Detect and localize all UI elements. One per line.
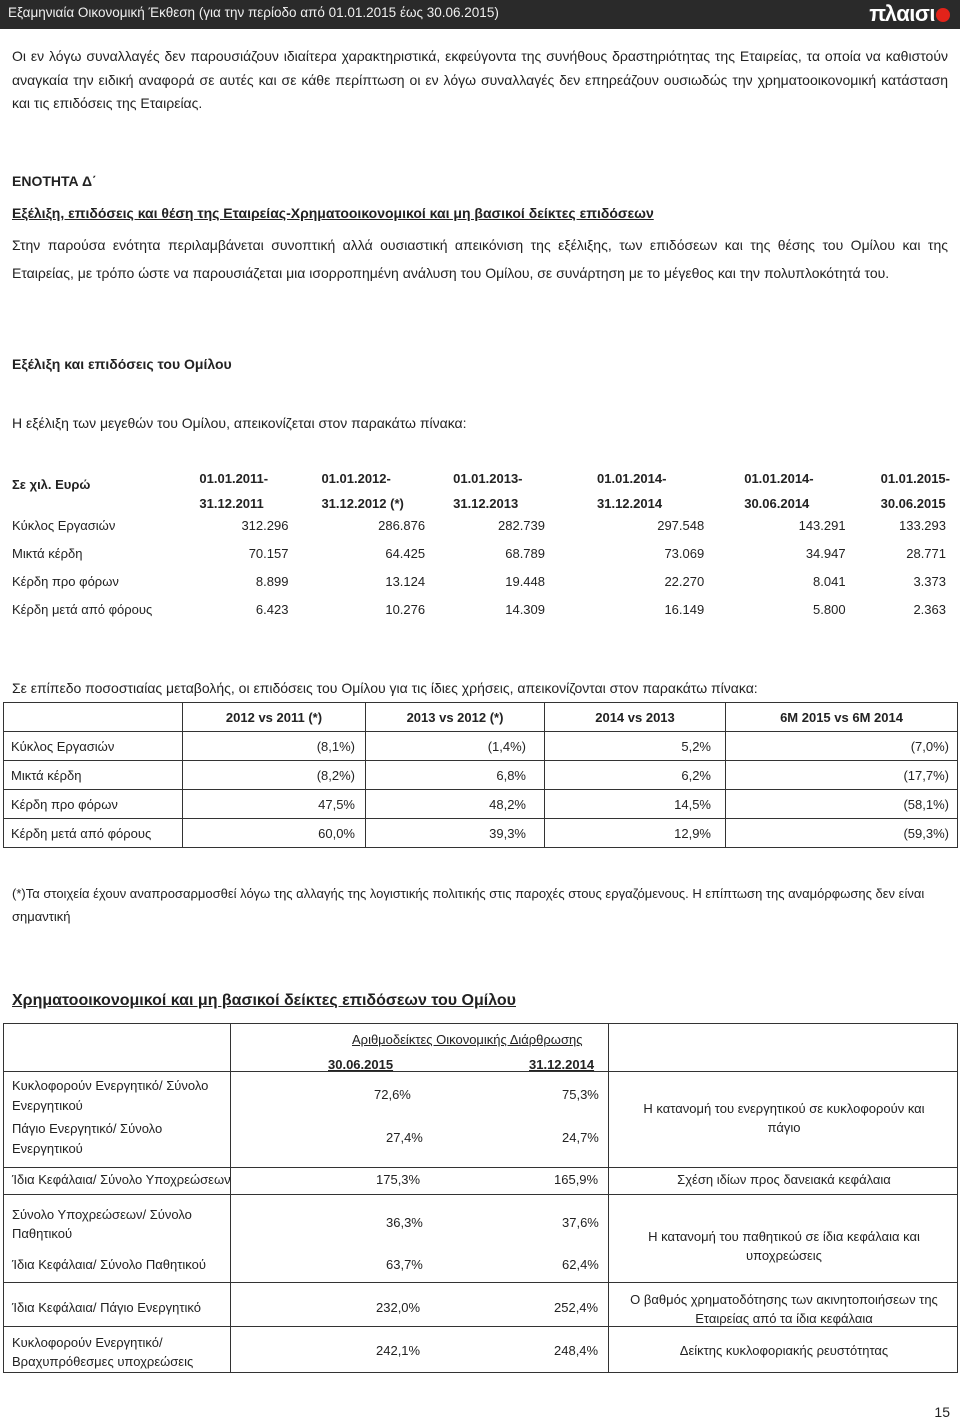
kpi-col-header: 31.12.2014 — [529, 1057, 595, 1072]
kpi-label: Κυκλοφορούν Ενεργητικό/ Σύνολο Ενεργητικού — [12, 1078, 209, 1113]
percentage-intro: Σε επίπεδο ποσοστιαίας μεταβολής, οι επιδόσεις του Ομίλου για τις ίδιες χρήσεις, απεικονίζονται στον παρακάτω πίνακα: — [12, 680, 758, 696]
kpi-description: Ο βαθμός χρηματοδότησης των ακινητοποιήσεων της Εταιρείας από τα ίδια κεφάλαια — [630, 1292, 938, 1326]
table-row: Κύκλος Εργασιών 312.296 286.876 282.739 297.548 143.291 133.293 — [12, 517, 946, 533]
column-header: 01.01.2014- 31.12.2014 — [597, 471, 667, 511]
table-row: Μικτά κέρδη 70.157 64.425 68.789 73.069 34.947 28.771 — [12, 545, 946, 561]
kpi-label: Πάγιο Ενεργητικό/ Σύνολο Ενεργητικού — [12, 1121, 163, 1156]
company-logo: πλαισι — [869, 1, 950, 27]
percentage-change-table — [3, 702, 958, 848]
page-header — [0, 0, 960, 29]
kpi-heading: Χρηματοοικονομικοί και μη βασικοί δείκτες επιδόσεων του Ομίλου — [12, 992, 516, 1009]
group-figures-table — [12, 471, 950, 623]
kpi-group-title: Αριθμοδείκτες Οικονομικής Διάρθρωσης — [352, 1032, 583, 1047]
group-intro: Η εξέλιξη των μεγεθών του Ομίλου, απεικονίζεται στον παρακάτω πίνακα: — [12, 415, 467, 431]
column-header: 01.01.2014- 30.06.2014 — [744, 471, 814, 511]
column-header: 01.01.2011- 31.12.2011 — [199, 471, 269, 511]
table-header-row: 2012 vs 2011 (*) 2013 vs 2012 (*) 2014 vs 2013 6M 2015 vs 6M 2014 — [4, 703, 958, 732]
kpi-label: Ίδια Κεφάλαια/ Σύνολο Υποχρεώσεων — [12, 1172, 231, 1187]
kpi-col-header: 30.06.2015 — [328, 1057, 394, 1072]
column-header: 01.01.2015- 30.06.2015 — [880, 471, 950, 511]
group-heading: Εξέλιξη και επιδόσεις του Ομίλου — [12, 356, 232, 372]
kpi-table: Αριθμοδείκτες Οικονομικής Διάρθρωσης 30.06.2015 31.12.2014 Κυκλοφορούν Ενεργητικό/ Σύνολο Ενεργητικού 72,6% 75,3% Πάγιο Ενεργητικό/ Σύνολο Ενεργητικού 27,4% 24,7% Η κατανομή του ενεργητικού σε κυκλοφορούν και πάγιο Ίδια Κεφάλαια/ Σύνολο Υποχρεώσεων 175,3% 165,9% Σχέση ιδίων προς δανειακά κεφάλαια Σύνολο Υποχρεώσεων/ Σύνολο Παθητικού 36,3% 37,6% Η κατανομή του παθητικού σε ίδια κεφάλαια και υποχρεώσεις Ίδια Κεφάλαια/ Σύνολο Παθητικού 63,7% 62,4% Ίδια Κεφάλαια/ Πάγιο Ενεργητικό 232,0% 252,4% Ο βαθμός χρηματοδότησης των ακινητοποιήσεων της Εταιρείας από τα ίδια κεφάλαια Κυκλοφορούν Ενεργητικό/ Βραχυπρόθεσμες υποχρεώσεις 242,1% 248,4% Δείκτης κυκλοφοριακής ρευστότητας — [3, 1023, 958, 1373]
table-row: Κέρδη μετά από φόρους 60,0% 39,3% 12,9% (59,3%) — [4, 819, 958, 848]
page-number: 15 — [934, 1404, 950, 1420]
section-title: ΕΝΟΤΗΤΑ Δ΄ — [12, 173, 97, 189]
column-header: 01.01.2013- 31.12.2013 — [453, 471, 523, 511]
table-header-row — [12, 471, 950, 511]
report-title: Εξαμηνιαία Οικονομική Έκθεση (για την περίοδο από 01.01.2015 έως 30.06.2015) — [8, 5, 499, 20]
kpi-description: Η κατανομή του ενεργητικού σε κυκλοφορούν και πάγιο — [643, 1101, 925, 1135]
column-header: 01.01.2012- 31.12.2012 (*) — [321, 471, 404, 511]
table-row: Κύκλος Εργασιών (8,1%) (1,4%) 5,2% (7,0%) — [4, 732, 958, 761]
kpi-description: Η κατανομή του παθητικού σε ίδια κεφάλαια και υποχρεώσεις — [648, 1229, 920, 1263]
table-row: Μικτά κέρδη (8,2%) 6,8% 6,2% (17,7%) — [4, 761, 958, 790]
kpi-description: Δείκτης κυκλοφοριακής ρευστότητας — [679, 1343, 889, 1358]
section-subtitle: Εξέλιξη, επιδόσεις και θέση της Εταιρείας-Χρηματοοικονομικοί και μη βασικοί δείκτες επιδόσεων — [12, 205, 654, 221]
intro-paragraph: Οι εν λόγω συναλλαγές δεν παρουσιάζουν ιδιαίτερα χαρακτηριστικά, εκφεύγοντα της συνήθους δραστηριότητας της Εταιρείας, τα οποία να καθιστούν αναγκαία την ειδική αναφορά σε αυτές και σε κάθε περίπτωση οι εν λόγω συναλλαγές δεν επηρεάζουν ουσιωδώς την χρηματοοικονομική κατάσταση και τις επιδόσεις της Εταιρείας. — [12, 48, 948, 111]
table-row: Κέρδη μετά από φόρους 6.423 10.276 14.309 16.149 5.800 2.363 — [12, 601, 946, 617]
section-text: Στην παρούσα ενότητα περιλαμβάνεται συνοπτική αλλά ουσιαστική απεικόνιση της εξέλιξης, των επιδόσεων και της θέσης του Ομίλου και της Εταιρείας, με τρόπο ώστε να παρουσιάζεται μια ισορροπημένη ανάλυση του Ομίλου, σε συνάρτηση με το μέγεθος και την πολυπλοκότητά του. — [12, 237, 948, 281]
kpi-label: Ίδια Κεφάλαια/ Σύνολο Παθητικού — [12, 1257, 206, 1272]
table-row: Κέρδη προ φόρων 8.899 13.124 19.448 22.270 8.041 3.373 — [12, 573, 946, 589]
kpi-label: Σύνολο Υποχρεώσεων/ Σύνολο Παθητικού — [12, 1207, 192, 1241]
kpi-description: Σχέση ιδίων προς δανειακά κεφάλαια — [677, 1172, 891, 1187]
kpi-label: Κυκλοφορούν Ενεργητικό/ Βραχυπρόθεσμες υποχρεώσεις — [12, 1335, 194, 1369]
table-unit: Σε χιλ. Ευρώ — [12, 477, 91, 492]
table-row: Κέρδη προ φόρων 47,5% 48,2% 14,5% (58,1%) — [4, 790, 958, 819]
footnote: (*)Τα στοιχεία έχουν αναπροσαρμοσθεί λόγω της αλλαγής της λογιστικής πολιτικής στις παροχές στους εργαζόμενους. Η επίπτωση της αναμόρφωσης δεν είναι σημαντική — [12, 886, 925, 924]
kpi-label: Ίδια Κεφάλαια/ Πάγιο Ενεργητικό — [12, 1300, 201, 1315]
